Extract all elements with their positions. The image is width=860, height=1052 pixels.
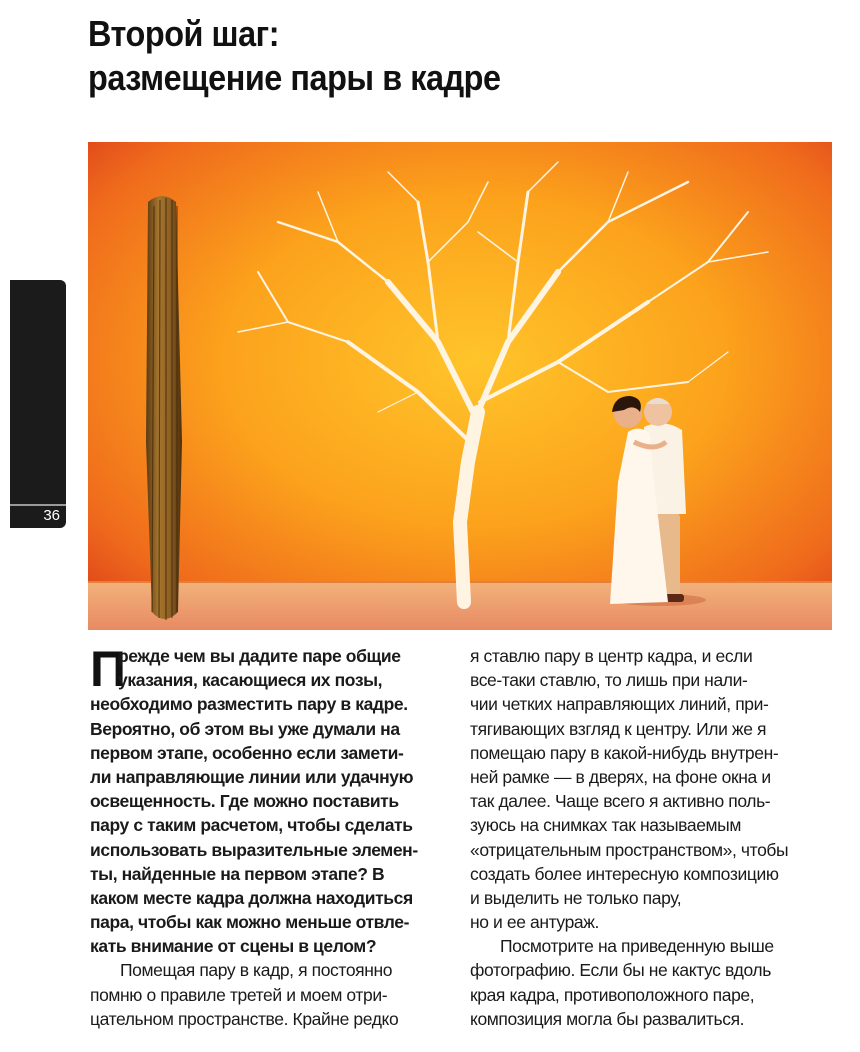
text-line: создать более интересную композицию <box>470 863 779 884</box>
page-number: 36 <box>43 507 60 524</box>
text-line: так далее. Чаще всего я активно поль- <box>470 791 771 812</box>
text-line: первом этапе, особенно если замети- <box>90 742 404 763</box>
body-paragraph <box>90 958 450 1031</box>
text-line: режде чем вы дадите паре общие <box>118 646 401 666</box>
text-line: кать внимание от сцены в целом? <box>90 936 377 957</box>
text-line: помню о правиле третей и моем отри- <box>90 984 388 1005</box>
text-line: композиция могла бы развалиться. <box>470 1008 745 1029</box>
text-line: Вероятно, об этом вы уже думали на <box>90 718 400 739</box>
text-line: использовать выразительные элемен- <box>90 839 418 860</box>
text-line: ли направляющие линии или удачную <box>90 766 414 787</box>
dropcap-letter: П <box>90 641 126 697</box>
text-line: необходимо разместить пару в кадре. <box>90 694 408 715</box>
text-line: пара, чтобы как можно меньше отвле- <box>90 912 410 933</box>
text-line: каком месте кадра должна находиться <box>90 887 413 908</box>
text-line: пару с таким расчетом, чтобы сделать <box>90 815 413 836</box>
text-line: чии четких направляющих линий, при- <box>470 694 769 715</box>
body-paragraph <box>470 644 830 934</box>
text-line: «отрицательным пространством», чтобы <box>470 839 789 860</box>
text-line: ней рамке — в дверях, на фоне окна и <box>470 766 771 787</box>
text-line: но и ее антураж. <box>470 912 600 933</box>
text-line: тягивающих взгляд к центру. Или же я <box>470 718 767 739</box>
text-line: указания, касающиеся их позы, <box>118 670 383 691</box>
title-line-1: Второй шаг: <box>88 13 280 54</box>
wedding-photo <box>88 142 832 630</box>
text-line: зуюсь на снимках так называемым <box>470 815 741 836</box>
text-line: и выделить не только пару, <box>470 887 682 908</box>
text-line: ты, найденные на первом этапе? В <box>90 863 385 884</box>
body-paragraph <box>470 934 830 1031</box>
title-line-2: размещение пары в кадре <box>88 57 501 98</box>
text-line: Посмотрите на приведенную выше <box>500 936 774 957</box>
text-column-left <box>90 641 450 1031</box>
section-tab <box>10 280 66 528</box>
text-line: все-таки ставлю, то лишь при нали- <box>470 670 748 691</box>
text-column-right <box>470 644 830 1031</box>
lead-paragraph <box>90 641 450 958</box>
text-line: цательном пространстве. Крайне редко <box>90 1008 399 1029</box>
page-title <box>88 12 736 100</box>
text-line: я ставлю пару в центр кадра, и если <box>470 646 753 666</box>
cactus-icon <box>146 196 182 620</box>
text-line: освещенность. Где можно поставить <box>90 791 399 812</box>
text-line: фотографию. Если бы не кактус вдоль <box>470 960 771 981</box>
text-line: Помещая пару в кадр, я постоянно <box>120 960 393 981</box>
text-line: помещаю пару в какой-нибудь внутрен- <box>470 742 779 763</box>
text-line: края кадра, противоположного паре, <box>470 984 755 1005</box>
